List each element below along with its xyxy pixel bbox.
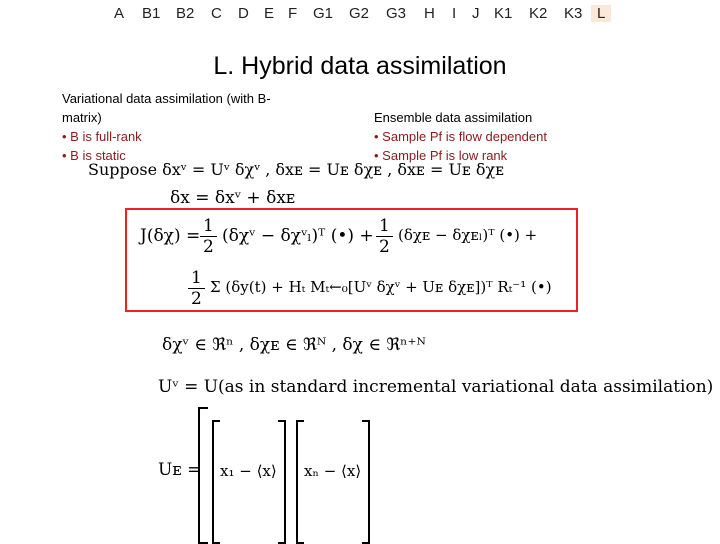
cost-function-lhs: J(δχ) = [140,226,201,246]
cost-ensemble-term: (δχᴇ − δχᴇₗ)ᵀ (•) + [398,226,538,244]
nav-g3[interactable]: G3 [386,5,407,22]
cost-background-term: (δχᵛ − δχᵛₗ)ᵀ (•) + [222,226,374,246]
cost-half-2: $\frac{1}{2}$ [376,216,393,257]
ue-inner-bracket-1 [212,420,220,544]
variational-bullet-static: • B is static [62,148,126,163]
ue-inner-bracket-3 [296,420,304,544]
equation-increment-sum: δx = δxᵛ + δxᴇ [170,188,296,208]
nav-h[interactable]: H [424,5,435,22]
nav-d[interactable]: D [238,5,249,22]
nav-k2[interactable]: K2 [529,5,548,22]
ue-inner-bracket-4 [362,420,370,544]
control-variable-spaces: δχᵛ ∈ ℜⁿ , δχᴇ ∈ ℜᴺ , δχ ∈ ℜⁿ⁺ᴺ [162,335,426,355]
variational-column [62,89,322,165]
top-navigation [0,0,720,26]
variational-heading-line2: matrix) [62,110,102,125]
nav-e[interactable]: E [264,5,275,22]
ensemble-column [374,108,604,165]
cost-half-1: $\frac{1}{2}$ [200,216,217,257]
nav-c[interactable]: C [211,5,222,22]
equation-ue-lhs: Uᴇ = [158,460,202,480]
nav-i[interactable]: I [452,5,457,22]
ensemble-bullet-flow: • Sample Pf is flow dependent [374,129,547,144]
nav-j[interactable]: J [472,5,480,22]
nav-g1[interactable]: G1 [313,5,334,22]
variational-bullet-fullrank: • B is full-rank [62,129,142,144]
ue-member-first: x₁ − ⟨x⟩ [220,462,277,480]
nav-g2[interactable]: G2 [349,5,370,22]
equation-uv: Uᵛ = U(as in standard incremental variational data assimilation) [158,377,714,397]
nav-l-current[interactable]: L [591,5,611,22]
nav-b2[interactable]: B2 [176,5,195,22]
cost-half-3: $\frac{1}{2}$ [188,268,205,309]
ue-outer-bracket-left [198,407,208,544]
equation-suppose: Suppose δxᵛ = Uᵛ δχᵛ , δxᴇ = Uᴇ δχᴇ , δxᴇ = Uᴇ δχᴇ [88,160,505,179]
ue-inner-bracket-2 [278,420,286,544]
nav-k1[interactable]: K1 [494,5,513,22]
ensemble-heading: Ensemble data assimilation [374,110,533,125]
nav-a[interactable]: A [114,5,125,22]
ue-member-last: xₙ − ⟨x⟩ [304,462,362,480]
variational-heading-line1: Variational data assimilation (with B- [62,91,271,106]
slide-title: L. Hybrid data assimilation [213,52,507,80]
nav-k3[interactable]: K3 [564,5,583,22]
ensemble-bullet-lowrank: • Sample Pf is low rank [374,148,508,163]
nav-b1[interactable]: B1 [142,5,161,22]
nav-f[interactable]: F [288,5,298,22]
cost-observation-term: Σ (δy(t) + Hₜ Mₜ←₀[Uᵛ δχᵛ + Uᴇ δχᴇ])ᵀ Rₜ⁻¹ (•) [210,278,552,296]
